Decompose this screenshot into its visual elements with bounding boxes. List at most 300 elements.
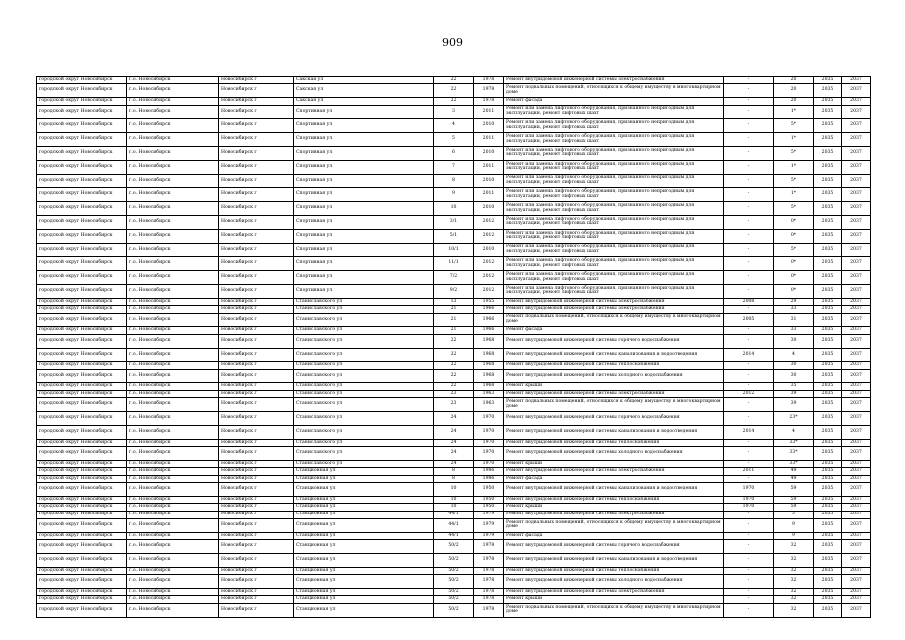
last-repair-year-cell: 2012 bbox=[724, 390, 774, 397]
settlement-cell: г.о. Новосибирск bbox=[127, 496, 219, 503]
period-end-cell: 2037 bbox=[842, 257, 871, 271]
street-cell: Станционная ул bbox=[294, 483, 434, 497]
period-end-cell: 2037 bbox=[842, 119, 871, 133]
table-row bbox=[37, 483, 871, 497]
street-cell: Станиславского ул bbox=[294, 447, 434, 461]
municipality-cell: городской округ Новосибирск bbox=[37, 518, 127, 532]
work-type-cell: Ремонт фасада bbox=[504, 532, 724, 539]
settlement-cell: г.о. Новосибирск bbox=[127, 160, 219, 174]
street-cell: Спортивная ул bbox=[294, 229, 434, 243]
settlement-cell: г.о. Новосибирск bbox=[127, 447, 219, 461]
house-number-cell: 24 bbox=[434, 425, 474, 439]
wear-value-cell: 5* bbox=[774, 174, 814, 188]
wear-value-cell: 0* bbox=[774, 215, 814, 229]
build-year-cell: 1963 bbox=[474, 398, 504, 412]
house-number-cell: 50/2 bbox=[434, 603, 474, 617]
house-number-cell: 44/1 bbox=[434, 532, 474, 539]
build-year-cell: 1979 bbox=[474, 532, 504, 539]
street-cell: Станиславского ул bbox=[294, 439, 434, 446]
house-number-cell: 10/1 bbox=[434, 243, 474, 257]
build-year-cell: 2011 bbox=[474, 133, 504, 147]
period-start-cell: 2035 bbox=[814, 133, 842, 147]
city-cell: Новосибирск г bbox=[219, 369, 294, 383]
build-year-cell: 1970 bbox=[474, 447, 504, 461]
city-cell: Новосибирск г bbox=[219, 390, 294, 397]
work-type-cell: Ремонт или замена лифтового оборудования, признанного непригодным для эксплуатации, ремонт лифтовых шахт bbox=[504, 271, 724, 285]
house-number-cell: 3/1 bbox=[434, 215, 474, 229]
period-start-cell: 2035 bbox=[814, 313, 842, 327]
wear-value-cell: 32 bbox=[774, 588, 814, 595]
last-repair-year-cell: - bbox=[724, 98, 774, 105]
house-number-cell: 23 bbox=[434, 398, 474, 412]
period-end-cell: 2037 bbox=[842, 215, 871, 229]
build-year-cell: 1966 bbox=[474, 327, 504, 334]
house-number-cell: 22 bbox=[434, 77, 474, 84]
street-cell: Спортивная ул bbox=[294, 160, 434, 174]
period-start-cell: 2035 bbox=[814, 596, 842, 603]
work-type-cell: Ремонт или замена лифтового оборудования, признанного непригодным для эксплуатации, ремонт лифтовых шахт bbox=[504, 133, 724, 147]
period-start-cell: 2035 bbox=[814, 160, 842, 174]
period-end-cell: 2037 bbox=[842, 439, 871, 446]
period-end-cell: 2037 bbox=[842, 284, 871, 298]
last-repair-year-cell: - bbox=[724, 243, 774, 257]
period-end-cell: 2037 bbox=[842, 146, 871, 160]
wear-value-cell: 20 bbox=[774, 84, 814, 98]
build-year-cell: 2010 bbox=[474, 146, 504, 160]
build-year-cell: 1968 bbox=[474, 362, 504, 369]
last-repair-year-cell: - bbox=[724, 460, 774, 467]
last-repair-year-cell: - bbox=[724, 362, 774, 369]
street-cell: Станционная ул bbox=[294, 475, 434, 482]
last-repair-year-cell: - bbox=[724, 553, 774, 567]
work-type-cell: Ремонт внутридомовой инженерной системы теплоснабжения bbox=[504, 496, 724, 503]
period-end-cell: 2037 bbox=[842, 133, 871, 147]
work-type-cell: Ремонт или замена лифтового оборудования, признанного непригодным для эксплуатации, ремонт лифтовых шахт bbox=[504, 229, 724, 243]
house-number-cell: 4 bbox=[434, 119, 474, 133]
street-cell: Станционная ул bbox=[294, 468, 434, 475]
period-start-cell: 2035 bbox=[814, 575, 842, 589]
settlement-cell: г.о. Новосибирск bbox=[127, 348, 219, 362]
house-number-cell: 6 bbox=[434, 146, 474, 160]
work-type-cell: Ремонт фасада bbox=[504, 475, 724, 482]
wear-value-cell: 5* bbox=[774, 202, 814, 216]
work-type-cell: Ремонт или замена лифтового оборудования, признанного непригодным для эксплуатации, ремонт лифтовых шахт bbox=[504, 146, 724, 160]
period-end-cell: 2037 bbox=[842, 575, 871, 589]
last-repair-year-cell: - bbox=[724, 540, 774, 554]
house-number-cell: 24 bbox=[434, 460, 474, 467]
house-number-cell: 22 bbox=[434, 348, 474, 362]
work-type-cell: Ремонт внутридомовой инженерной системы электроснабжения bbox=[504, 298, 724, 305]
house-number-cell: 10 bbox=[434, 504, 474, 511]
municipality-cell: городской округ Новосибирск bbox=[37, 229, 127, 243]
city-cell: Новосибирск г bbox=[219, 460, 294, 467]
period-end-cell: 2037 bbox=[842, 532, 871, 539]
municipality-cell: городской округ Новосибирск bbox=[37, 119, 127, 133]
last-repair-year-cell: - bbox=[724, 202, 774, 216]
period-start-cell: 2035 bbox=[814, 603, 842, 617]
last-repair-year-cell: - bbox=[724, 369, 774, 383]
period-start-cell: 2035 bbox=[814, 369, 842, 383]
table-row bbox=[37, 603, 871, 617]
street-cell: Станционная ул bbox=[294, 553, 434, 567]
build-year-cell: 1963 bbox=[474, 390, 504, 397]
wear-value-cell: 0* bbox=[774, 257, 814, 271]
street-cell: Станционная ул bbox=[294, 596, 434, 603]
period-end-cell: 2037 bbox=[842, 540, 871, 554]
street-cell: Станиславского ул bbox=[294, 313, 434, 327]
table-row bbox=[37, 77, 871, 84]
period-start-cell: 2035 bbox=[814, 460, 842, 467]
work-type-cell: Ремонт внутридомовой инженерной системы теплоснабжения bbox=[504, 567, 724, 574]
municipality-cell: городской округ Новосибирск bbox=[37, 504, 127, 511]
table-row bbox=[37, 532, 871, 539]
wear-value-cell: 1* bbox=[774, 133, 814, 147]
street-cell: Спортивная ул bbox=[294, 243, 434, 257]
build-year-cell: 1950 bbox=[474, 483, 504, 497]
last-repair-year-cell: - bbox=[724, 77, 774, 84]
table-row bbox=[37, 362, 871, 369]
last-repair-year-cell: 1970 bbox=[724, 504, 774, 511]
last-repair-year-cell: - bbox=[724, 271, 774, 285]
table-row bbox=[37, 306, 871, 313]
settlement-cell: г.о. Новосибирск bbox=[127, 257, 219, 271]
table-row bbox=[37, 540, 871, 554]
wear-value-cell: 23* bbox=[774, 412, 814, 426]
wear-value-cell: 9 bbox=[774, 518, 814, 532]
table-row bbox=[37, 588, 871, 595]
period-start-cell: 2035 bbox=[814, 202, 842, 216]
build-year-cell: 1968 bbox=[474, 369, 504, 383]
house-number-cell: 22 bbox=[434, 362, 474, 369]
house-number-cell: 24 bbox=[434, 439, 474, 446]
city-cell: Новосибирск г bbox=[219, 553, 294, 567]
build-year-cell: 1955 bbox=[474, 298, 504, 305]
settlement-cell: г.о. Новосибирск bbox=[127, 518, 219, 532]
work-type-cell: Ремонт внутридомовой инженерной системы канализования и водоотведения bbox=[504, 553, 724, 567]
municipality-cell: городской округ Новосибирск bbox=[37, 496, 127, 503]
settlement-cell: г.о. Новосибирск bbox=[127, 133, 219, 147]
municipality-cell: городской округ Новосибирск bbox=[37, 327, 127, 334]
period-start-cell: 2035 bbox=[814, 298, 842, 305]
settlement-cell: г.о. Новосибирск bbox=[127, 483, 219, 497]
municipality-cell: городской округ Новосибирск bbox=[37, 271, 127, 285]
wear-value-cell: 33* bbox=[774, 447, 814, 461]
house-number-cell: 7/2 bbox=[434, 271, 474, 285]
city-cell: Новосибирск г bbox=[219, 468, 294, 475]
wear-value-cell: 4 bbox=[774, 425, 814, 439]
table-row bbox=[37, 468, 871, 475]
last-repair-year-cell: 1970 bbox=[724, 483, 774, 497]
house-number-cell: 9 bbox=[434, 188, 474, 202]
settlement-cell: г.о. Новосибирск bbox=[127, 475, 219, 482]
period-end-cell: 2037 bbox=[842, 84, 871, 98]
build-year-cell: 1978 bbox=[474, 603, 504, 617]
build-year-cell: 1979 bbox=[474, 511, 504, 518]
wear-value-cell: 9 bbox=[774, 532, 814, 539]
table-row bbox=[37, 553, 871, 567]
city-cell: Новосибирск г bbox=[219, 511, 294, 518]
last-repair-year-cell: - bbox=[724, 575, 774, 589]
work-type-cell: Ремонт подвальных помещений, относящихся к общему имуществу в многоквартирном доме bbox=[504, 84, 724, 98]
street-cell: Спортивная ул bbox=[294, 174, 434, 188]
house-number-cell: 50/2 bbox=[434, 588, 474, 595]
settlement-cell: г.о. Новосибирск bbox=[127, 298, 219, 305]
municipality-cell: городской округ Новосибирск bbox=[37, 511, 127, 518]
municipality-cell: городской округ Новосибирск bbox=[37, 369, 127, 383]
period-start-cell: 2035 bbox=[814, 496, 842, 503]
build-year-cell: 1968 bbox=[474, 348, 504, 362]
build-year-cell: 2010 bbox=[474, 119, 504, 133]
city-cell: Новосибирск г bbox=[219, 257, 294, 271]
period-start-cell: 2035 bbox=[814, 553, 842, 567]
house-number-cell: 22 bbox=[434, 84, 474, 98]
table-row bbox=[37, 243, 871, 257]
street-cell: Станционная ул bbox=[294, 504, 434, 511]
city-cell: Новосибирск г bbox=[219, 84, 294, 98]
settlement-cell: г.о. Новосибирск bbox=[127, 553, 219, 567]
street-cell: Спортивная ул bbox=[294, 257, 434, 271]
wear-value-cell: 5* bbox=[774, 146, 814, 160]
municipality-cell: городской округ Новосибирск bbox=[37, 468, 127, 475]
house-number-cell: 7 bbox=[434, 160, 474, 174]
last-repair-year-cell: - bbox=[724, 160, 774, 174]
municipality-cell: городской округ Новосибирск bbox=[37, 532, 127, 539]
last-repair-year-cell: - bbox=[724, 567, 774, 574]
table-row bbox=[37, 383, 871, 390]
municipality-cell: городской округ Новосибирск bbox=[37, 284, 127, 298]
house-number-cell: 8 bbox=[434, 468, 474, 475]
municipality-cell: городской округ Новосибирск bbox=[37, 188, 127, 202]
period-end-cell: 2037 bbox=[842, 596, 871, 603]
municipality-cell: городской округ Новосибирск bbox=[37, 460, 127, 467]
work-type-cell: Ремонт внутридомовой инженерной системы теплоснабжения bbox=[504, 362, 724, 369]
municipality-cell: городской округ Новосибирск bbox=[37, 588, 127, 595]
table-row bbox=[37, 504, 871, 511]
work-type-cell: Ремонт крыши bbox=[504, 504, 724, 511]
work-type-cell: Ремонт внутридомовой инженерной системы горячего водоснабжения bbox=[504, 540, 724, 554]
municipality-cell: городской округ Новосибирск bbox=[37, 133, 127, 147]
city-cell: Новосибирск г bbox=[219, 271, 294, 285]
period-end-cell: 2037 bbox=[842, 412, 871, 426]
wear-value-cell: 30 bbox=[774, 369, 814, 383]
build-year-cell: 1978 bbox=[474, 588, 504, 595]
period-end-cell: 2037 bbox=[842, 334, 871, 348]
last-repair-year-cell: - bbox=[724, 588, 774, 595]
period-start-cell: 2035 bbox=[814, 511, 842, 518]
period-start-cell: 2035 bbox=[814, 174, 842, 188]
period-end-cell: 2037 bbox=[842, 229, 871, 243]
wear-value-cell: 32 bbox=[774, 567, 814, 574]
period-end-cell: 2037 bbox=[842, 174, 871, 188]
city-cell: Новосибирск г bbox=[219, 496, 294, 503]
build-year-cell: 1970 bbox=[474, 412, 504, 426]
settlement-cell: г.о. Новосибирск bbox=[127, 596, 219, 603]
last-repair-year-cell: - bbox=[724, 334, 774, 348]
table-row bbox=[37, 575, 871, 589]
last-repair-year-cell: - bbox=[724, 475, 774, 482]
wear-value-cell: 1* bbox=[774, 105, 814, 119]
period-start-cell: 2035 bbox=[814, 468, 842, 475]
street-cell: Станиславского ул bbox=[294, 327, 434, 334]
street-cell: Станционная ул bbox=[294, 518, 434, 532]
street-cell: Станиславского ул bbox=[294, 412, 434, 426]
house-number-cell: 22 bbox=[434, 334, 474, 348]
build-year-cell: 1978 bbox=[474, 575, 504, 589]
work-type-cell: Ремонт фасада bbox=[504, 98, 724, 105]
work-type-cell: Ремонт или замена лифтового оборудования, признанного непригодным для эксплуатации, ремонт лифтовых шахт bbox=[504, 174, 724, 188]
table-row bbox=[37, 133, 871, 147]
page-number: 909 bbox=[442, 36, 463, 49]
period-start-cell: 2035 bbox=[814, 567, 842, 574]
wear-value-cell: 59 bbox=[774, 504, 814, 511]
street-cell: Спортивная ул bbox=[294, 284, 434, 298]
table-row bbox=[37, 215, 871, 229]
work-type-cell: Ремонт или замена лифтового оборудования, признанного непригодным для эксплуатации, ремонт лифтовых шахт bbox=[504, 215, 724, 229]
last-repair-year-cell: - bbox=[724, 596, 774, 603]
city-cell: Новосибирск г bbox=[219, 306, 294, 313]
period-end-cell: 2037 bbox=[842, 483, 871, 497]
street-cell: Станционная ул bbox=[294, 532, 434, 539]
municipality-cell: городской округ Новосибирск bbox=[37, 398, 127, 412]
municipality-cell: городской округ Новосибирск bbox=[37, 447, 127, 461]
work-type-cell: Ремонт крыши bbox=[504, 596, 724, 603]
period-start-cell: 2035 bbox=[814, 229, 842, 243]
period-end-cell: 2037 bbox=[842, 105, 871, 119]
work-type-cell: Ремонт внутридомовой инженерной системы холодного водоснабжения bbox=[504, 369, 724, 383]
municipality-cell: городской округ Новосибирск bbox=[37, 313, 127, 327]
wear-value-cell: 29 bbox=[774, 298, 814, 305]
build-year-cell: 1978 bbox=[474, 553, 504, 567]
municipality-cell: городской округ Новосибирск bbox=[37, 334, 127, 348]
build-year-cell: 2011 bbox=[474, 160, 504, 174]
work-type-cell: Ремонт фасада bbox=[504, 327, 724, 334]
last-repair-year-cell: - bbox=[724, 447, 774, 461]
municipality-cell: городской округ Новосибирск bbox=[37, 567, 127, 574]
city-cell: Новосибирск г bbox=[219, 540, 294, 554]
house-number-cell: 10 bbox=[434, 483, 474, 497]
municipality-cell: городской округ Новосибирск bbox=[37, 298, 127, 305]
period-end-cell: 2037 bbox=[842, 425, 871, 439]
municipality-cell: городской округ Новосибирск bbox=[37, 390, 127, 397]
build-year-cell: 1970 bbox=[474, 439, 504, 446]
last-repair-year-cell: - bbox=[724, 188, 774, 202]
street-cell: Спортивная ул bbox=[294, 202, 434, 216]
settlement-cell: г.о. Новосибирск bbox=[127, 439, 219, 446]
house-number-cell: 5/1 bbox=[434, 229, 474, 243]
table-row bbox=[37, 98, 871, 105]
house-number-cell: 50/2 bbox=[434, 553, 474, 567]
table-row bbox=[37, 119, 871, 133]
work-type-cell: Ремонт подвальных помещений, относящихся к общему имуществу в многоквартирном доме bbox=[504, 518, 724, 532]
table-row bbox=[37, 284, 871, 298]
table-row bbox=[37, 160, 871, 174]
table-row bbox=[37, 398, 871, 412]
period-start-cell: 2035 bbox=[814, 362, 842, 369]
period-start-cell: 2035 bbox=[814, 425, 842, 439]
settlement-cell: г.о. Новосибирск bbox=[127, 84, 219, 98]
period-start-cell: 2035 bbox=[814, 188, 842, 202]
last-repair-year-cell: - bbox=[724, 229, 774, 243]
table-row bbox=[37, 425, 871, 439]
period-end-cell: 2037 bbox=[842, 188, 871, 202]
work-type-cell: Ремонт внутридомовой инженерной системы горячего водоснабжения bbox=[504, 334, 724, 348]
wear-value-cell: 32 bbox=[774, 575, 814, 589]
settlement-cell: г.о. Новосибирск bbox=[127, 77, 219, 84]
house-number-cell: 50/2 bbox=[434, 540, 474, 554]
municipality-cell: городской округ Новосибирск bbox=[37, 215, 127, 229]
wear-value-cell: 33* bbox=[774, 460, 814, 467]
wear-value-cell: 49 bbox=[774, 468, 814, 475]
last-repair-year-cell: - bbox=[724, 398, 774, 412]
build-year-cell: 1970 bbox=[474, 460, 504, 467]
city-cell: Новосибирск г bbox=[219, 362, 294, 369]
city-cell: Новосибирск г bbox=[219, 383, 294, 390]
wear-value-cell: 3 bbox=[774, 511, 814, 518]
municipality-cell: городской округ Новосибирск bbox=[37, 84, 127, 98]
period-end-cell: 2037 bbox=[842, 567, 871, 574]
period-start-cell: 2035 bbox=[814, 119, 842, 133]
house-number-cell: 22 bbox=[434, 369, 474, 383]
city-cell: Новосибирск г bbox=[219, 596, 294, 603]
build-year-cell: 2012 bbox=[474, 284, 504, 298]
period-end-cell: 2037 bbox=[842, 327, 871, 334]
house-number-cell: 10 bbox=[434, 202, 474, 216]
wear-value-cell: 39 bbox=[774, 398, 814, 412]
build-year-cell: 1978 bbox=[474, 77, 504, 84]
last-repair-year-cell: 2014 bbox=[724, 425, 774, 439]
house-number-cell: 50/2 bbox=[434, 567, 474, 574]
house-number-cell: 10 bbox=[434, 496, 474, 503]
build-year-cell: 1978 bbox=[474, 98, 504, 105]
street-cell: Станиславского ул bbox=[294, 298, 434, 305]
wear-value-cell: 30 bbox=[774, 334, 814, 348]
wear-value-cell: 20 bbox=[774, 77, 814, 84]
street-cell: Станционная ул bbox=[294, 575, 434, 589]
table-row bbox=[37, 271, 871, 285]
table-row bbox=[37, 298, 871, 305]
build-year-cell: 1970 bbox=[474, 425, 504, 439]
municipality-cell: городской округ Новосибирск bbox=[37, 257, 127, 271]
period-end-cell: 2037 bbox=[842, 348, 871, 362]
wear-value-cell: 5* bbox=[774, 119, 814, 133]
settlement-cell: г.о. Новосибирск bbox=[127, 284, 219, 298]
settlement-cell: г.о. Новосибирск bbox=[127, 390, 219, 397]
period-start-cell: 2035 bbox=[814, 84, 842, 98]
last-repair-year-cell: - bbox=[724, 146, 774, 160]
municipality-cell: городской округ Новосибирск bbox=[37, 306, 127, 313]
house-number-cell: 9/2 bbox=[434, 284, 474, 298]
settlement-cell: г.о. Новосибирск bbox=[127, 425, 219, 439]
work-type-cell: Ремонт внутридомовой инженерной системы холодного водоснабжения bbox=[504, 575, 724, 589]
city-cell: Новосибирск г bbox=[219, 284, 294, 298]
street-cell: Спортивная ул bbox=[294, 188, 434, 202]
settlement-cell: г.о. Новосибирск bbox=[127, 460, 219, 467]
city-cell: Новосибирск г bbox=[219, 160, 294, 174]
work-type-cell: Ремонт внутридомовой инженерной системы канализования и водоотведения bbox=[504, 483, 724, 497]
settlement-cell: г.о. Новосибирск bbox=[127, 215, 219, 229]
work-type-cell: Ремонт или замена лифтового оборудования, признанного непригодным для эксплуатации, ремонт лифтовых шахт bbox=[504, 284, 724, 298]
last-repair-year-cell: - bbox=[724, 439, 774, 446]
street-cell: Станционная ул bbox=[294, 588, 434, 595]
work-type-cell: Ремонт или замена лифтового оборудования, признанного непригодным для эксплуатации, ремонт лифтовых шахт bbox=[504, 243, 724, 257]
municipality-cell: городской округ Новосибирск bbox=[37, 603, 127, 617]
municipality-cell: городской округ Новосибирск bbox=[37, 383, 127, 390]
last-repair-year-cell: 2014 bbox=[724, 348, 774, 362]
work-type-cell: Ремонт внутридомовой инженерной системы теплоснабжения bbox=[504, 439, 724, 446]
period-start-cell: 2035 bbox=[814, 483, 842, 497]
municipality-cell: городской округ Новосибирск bbox=[37, 98, 127, 105]
table-row bbox=[37, 475, 871, 482]
